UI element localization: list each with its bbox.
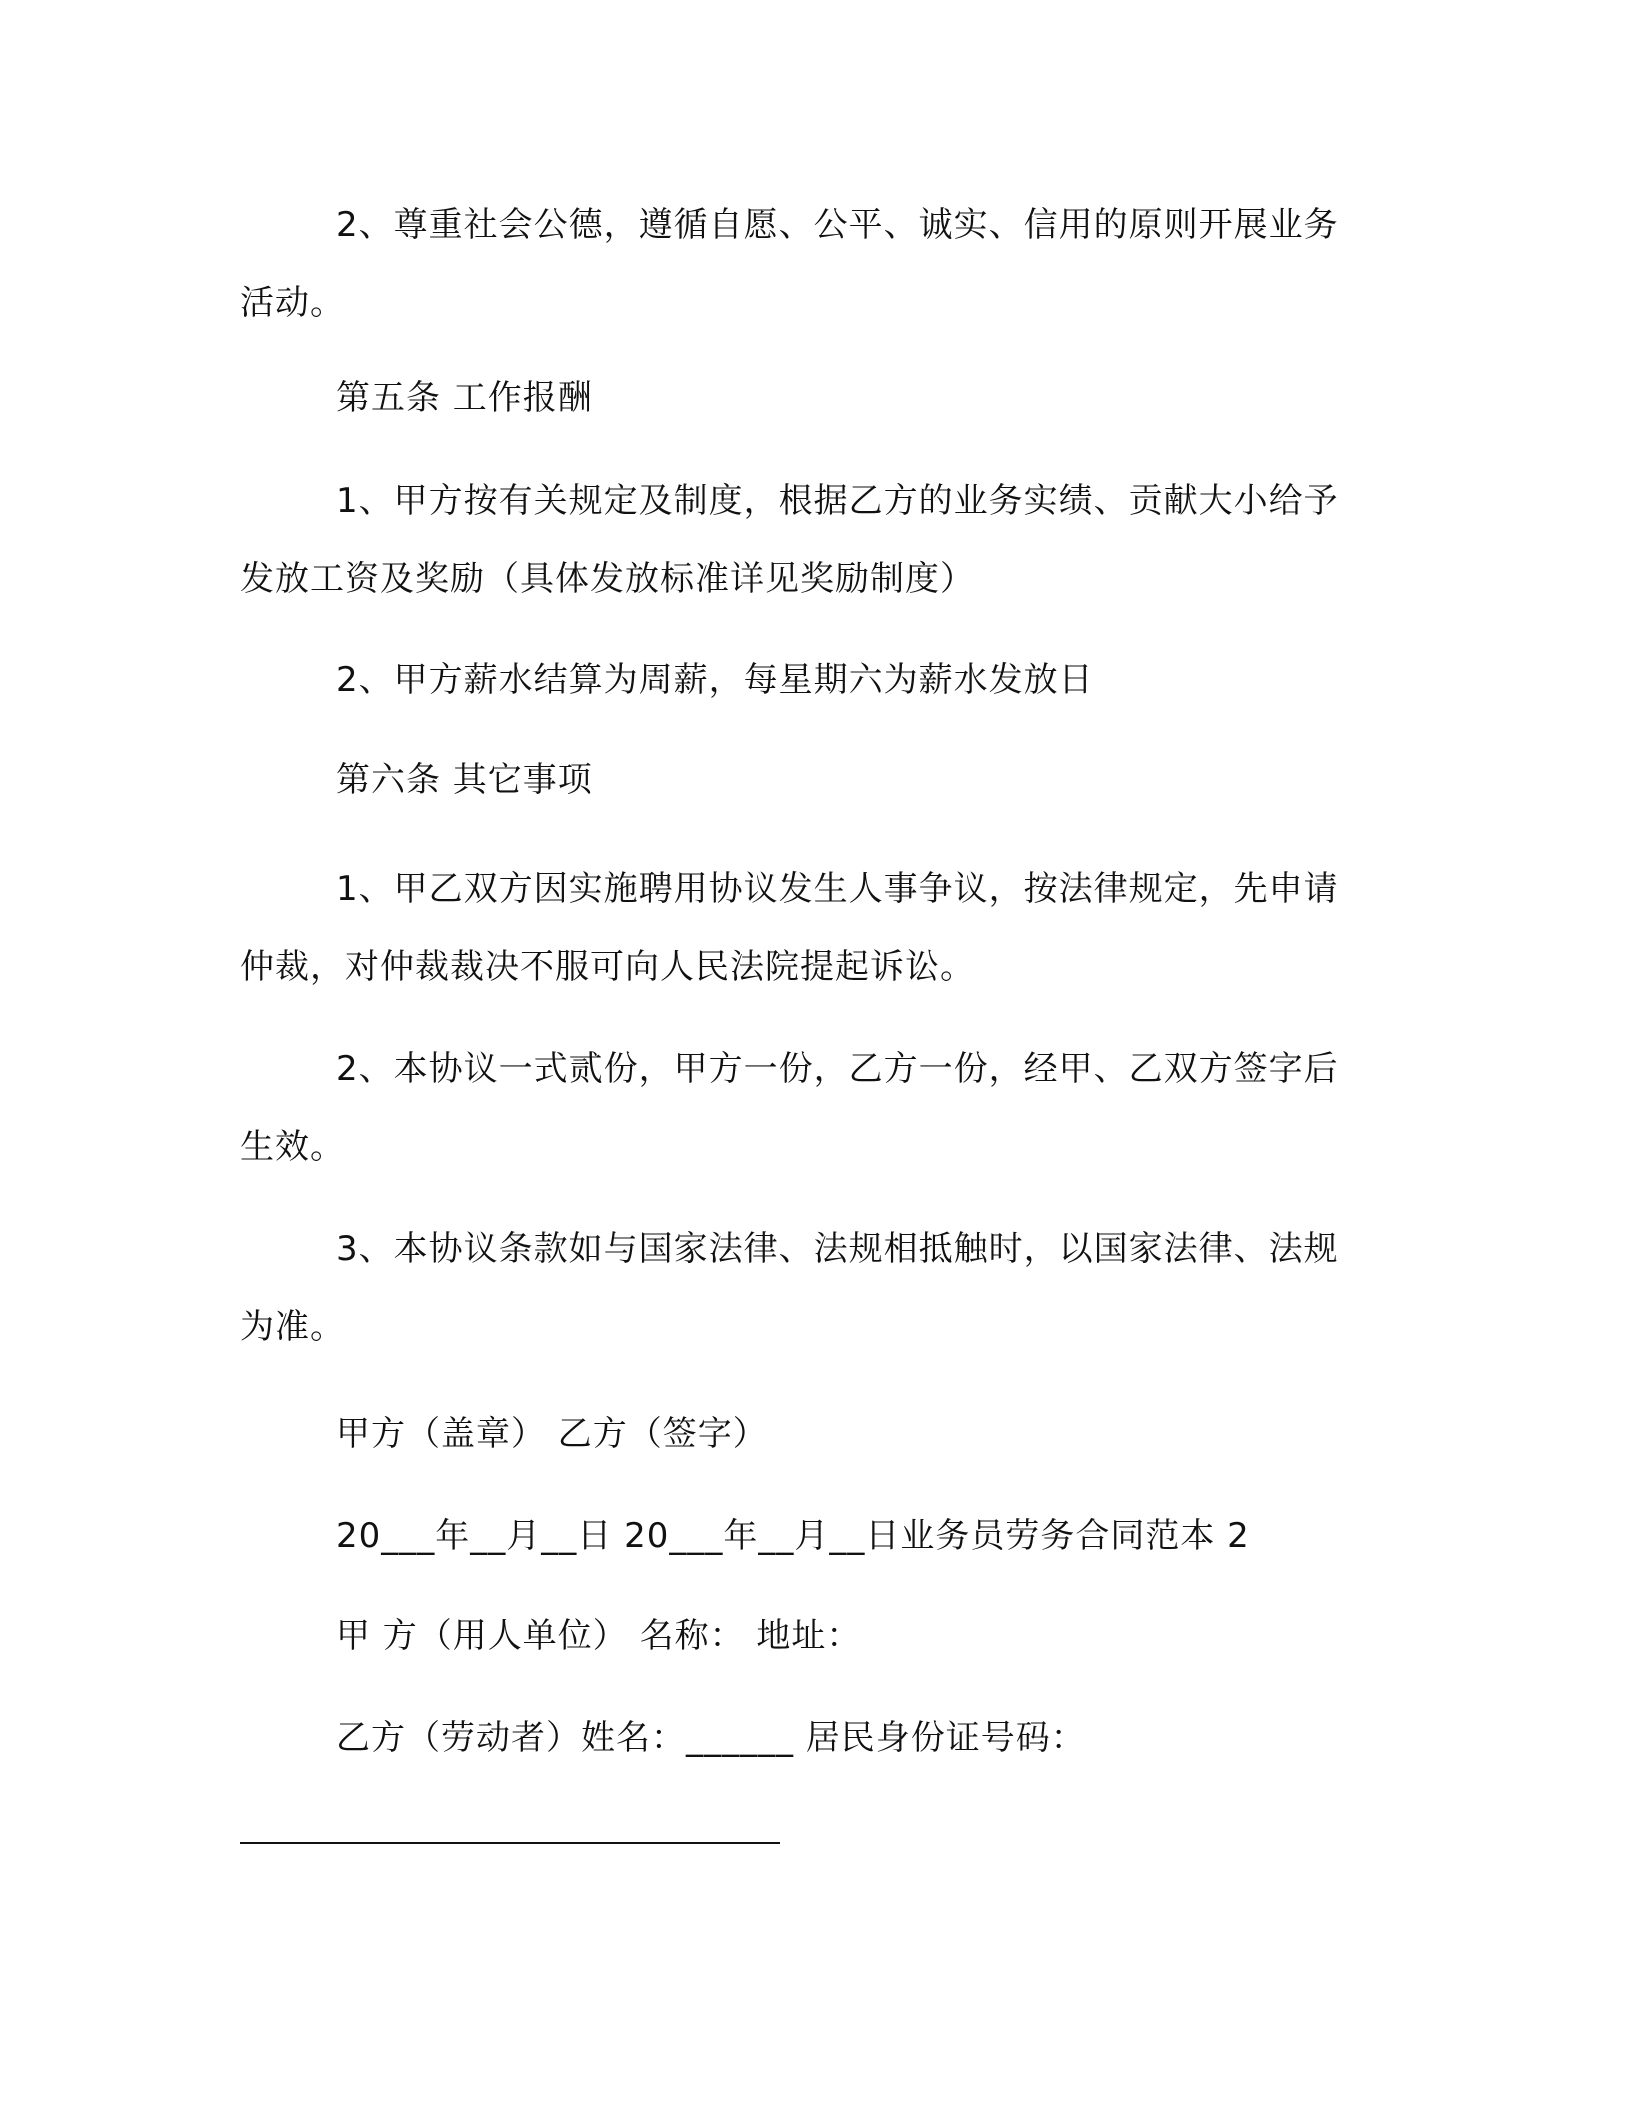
article6-item2: 2、本协议一式贰份，甲方一份，乙方一份，经甲、乙双方签字后生效。 — [240, 1049, 1339, 1167]
article5-heading: 第五条 工作报酬 — [336, 378, 593, 418]
id-number-blank-line — [240, 1842, 780, 1844]
article6-item3: 3、本协议条款如与国家法律、法规相抵触时，以国家法律、法规为准。 — [240, 1229, 1339, 1347]
clause4-item2: 2、尊重社会公德，遵循自愿、公平、诚实、信用的原则开展业务活动。 — [240, 205, 1339, 323]
party-a-line: 甲 方（用人单位） 名称： 地址： — [336, 1616, 862, 1656]
article5-item1: 1、甲方按有关规定及制度，根据乙方的业务实绩、贡献大小给予发放工资及奖励（具体发放标准详见奖励制度） — [240, 481, 1339, 599]
signature-line: 甲方（盖章） 乙方（签字） — [336, 1414, 768, 1454]
article6-heading: 第六条 其它事项 — [336, 760, 593, 800]
date-line: 20___年__月__日 20___年__月__日业务员劳务合同范本 2 — [336, 1516, 1250, 1556]
article5-item2: 2、甲方薪水结算为周薪，每星期六为薪水发放日 — [336, 660, 1094, 700]
party-b-line: 乙方（劳动者）姓名：______ 居民身份证号码： — [336, 1718, 1086, 1758]
article6-item1: 1、甲乙双方因实施聘用协议发生人事争议，按法律规定，先申请仲裁，对仲裁裁决不服可向人民法院提起诉讼。 — [240, 869, 1339, 987]
